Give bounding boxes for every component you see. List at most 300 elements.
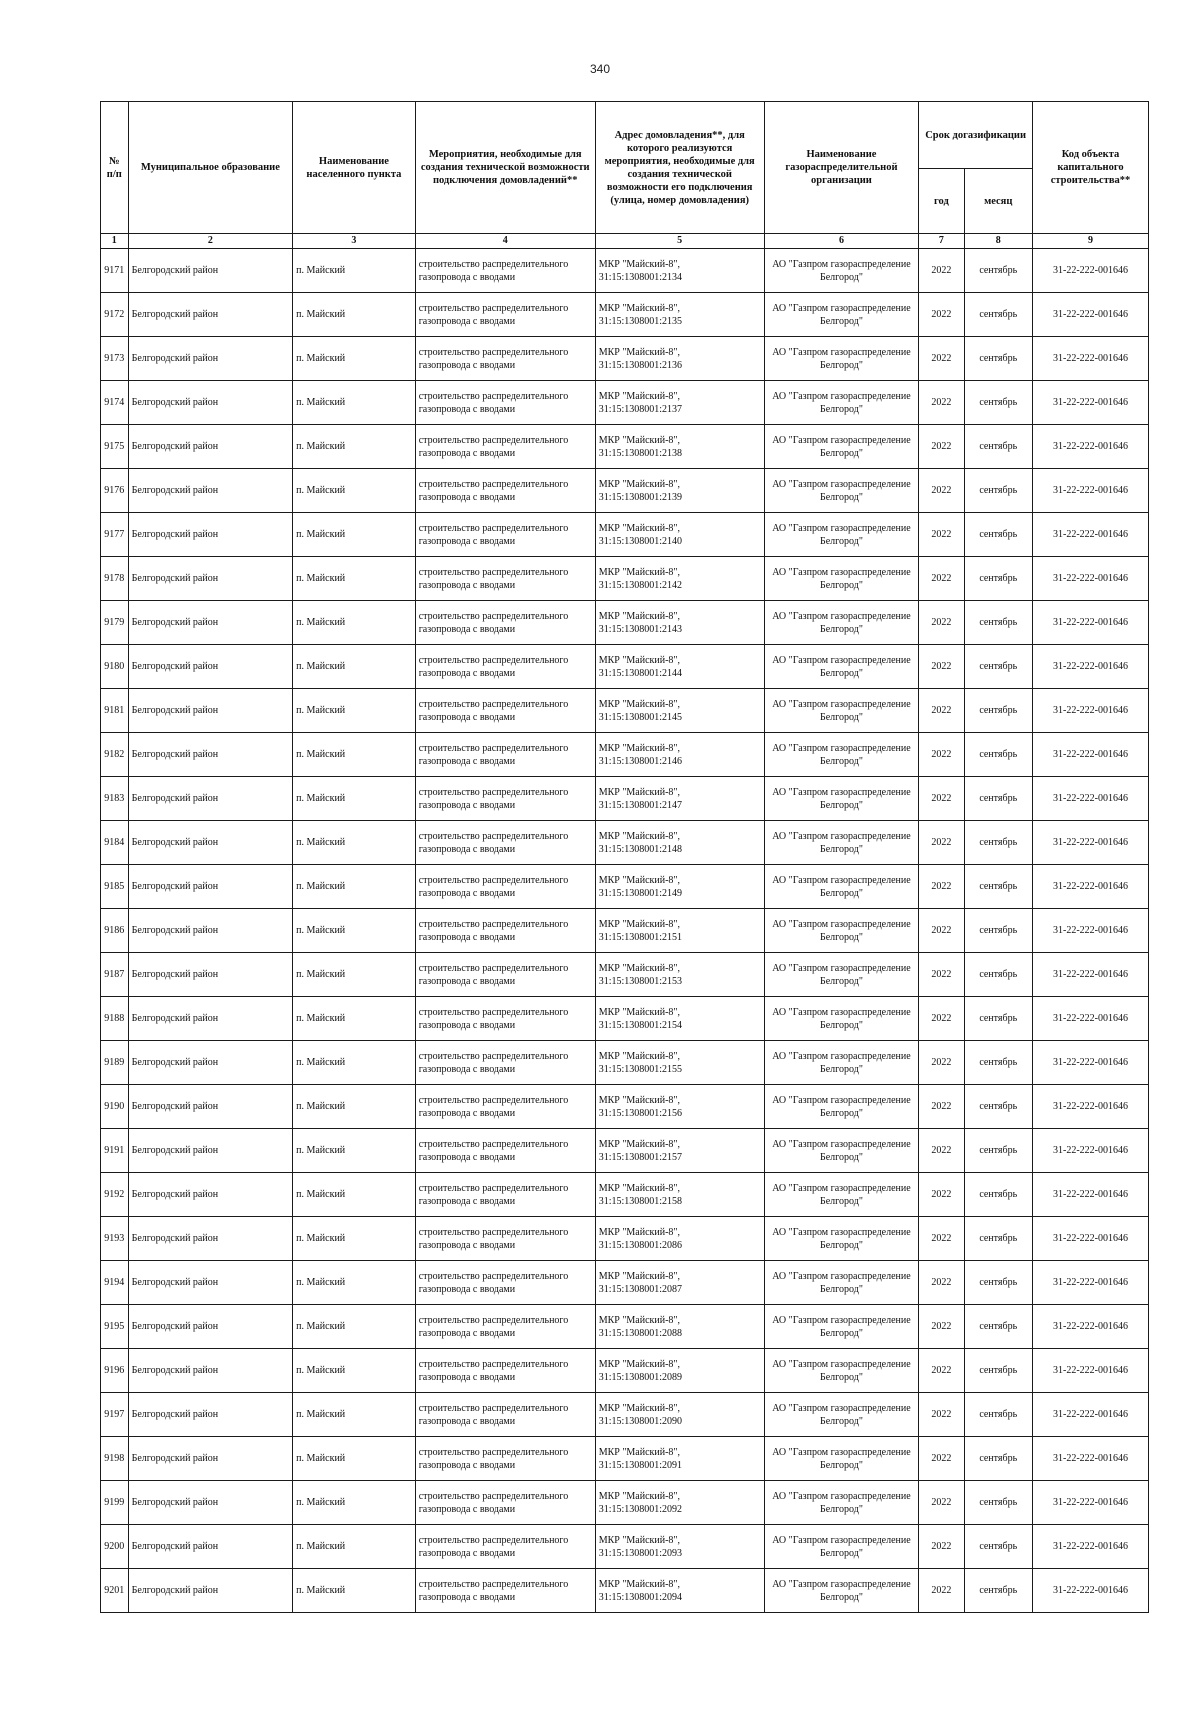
- row-number-cell: 9178: [101, 557, 129, 601]
- locality-cell: п. Майский: [293, 1305, 416, 1349]
- object-code-cell: 31-22-222-001646: [1032, 1173, 1148, 1217]
- month-cell: сентябрь: [964, 469, 1032, 513]
- locality-cell: п. Майский: [293, 601, 416, 645]
- organization-cell: АО "Газпром газораспределение Белгород": [764, 997, 919, 1041]
- table-row: [101, 645, 1149, 689]
- month-cell: сентябрь: [964, 1129, 1032, 1173]
- municipality-cell: Белгородский район: [128, 1569, 293, 1613]
- object-code-cell: 31-22-222-001646: [1032, 1217, 1148, 1261]
- organization-cell: АО "Газпром газораспределение Белгород": [764, 1261, 919, 1305]
- table-row: [101, 909, 1149, 953]
- year-cell: 2022: [919, 1349, 964, 1393]
- locality-cell: п. Майский: [293, 733, 416, 777]
- table-row: [101, 425, 1149, 469]
- row-number-cell: 9182: [101, 733, 129, 777]
- year-cell: 2022: [919, 733, 964, 777]
- activity-cell: строительство распределительного газопровода с вводами: [415, 1129, 595, 1173]
- table-row: [101, 601, 1149, 645]
- month-cell: сентябрь: [964, 865, 1032, 909]
- year-cell: 2022: [919, 1041, 964, 1085]
- row-number-cell: 9175: [101, 425, 129, 469]
- year-cell: 2022: [919, 1393, 964, 1437]
- locality-cell: п. Майский: [293, 1437, 416, 1481]
- row-number-cell: 9183: [101, 777, 129, 821]
- address-cell: МКР "Майский-8", 31:15:1308001:2144: [595, 645, 764, 689]
- activity-cell: строительство распределительного газопровода с вводами: [415, 645, 595, 689]
- month-cell: сентябрь: [964, 1085, 1032, 1129]
- column-number: 8: [964, 234, 1032, 249]
- table-row: [101, 1261, 1149, 1305]
- object-code-cell: 31-22-222-001646: [1032, 1085, 1148, 1129]
- municipality-cell: Белгородский район: [128, 1437, 293, 1481]
- address-cell: МКР "Майский-8", 31:15:1308001:2147: [595, 777, 764, 821]
- row-number-cell: 9186: [101, 909, 129, 953]
- locality-cell: п. Майский: [293, 1569, 416, 1613]
- year-cell: 2022: [919, 1569, 964, 1613]
- row-number-cell: 9196: [101, 1349, 129, 1393]
- address-cell: МКР "Майский-8", 31:15:1308001:2136: [595, 337, 764, 381]
- activity-cell: строительство распределительного газопровода с вводами: [415, 909, 595, 953]
- month-cell: сентябрь: [964, 1261, 1032, 1305]
- municipality-cell: Белгородский район: [128, 1349, 293, 1393]
- municipality-cell: Белгородский район: [128, 293, 293, 337]
- row-number-cell: 9174: [101, 381, 129, 425]
- municipality-cell: Белгородский район: [128, 337, 293, 381]
- address-cell: МКР "Майский-8", 31:15:1308001:2153: [595, 953, 764, 997]
- object-code-cell: 31-22-222-001646: [1032, 1041, 1148, 1085]
- activity-cell: строительство распределительного газопровода с вводами: [415, 381, 595, 425]
- object-code-cell: 31-22-222-001646: [1032, 1525, 1148, 1569]
- column-number: 5: [595, 234, 764, 249]
- table-row: [101, 1437, 1149, 1481]
- month-cell: сентябрь: [964, 1305, 1032, 1349]
- organization-cell: АО "Газпром газораспределение Белгород": [764, 777, 919, 821]
- locality-cell: п. Майский: [293, 337, 416, 381]
- address-cell: МКР "Майский-8", 31:15:1308001:2156: [595, 1085, 764, 1129]
- month-cell: сентябрь: [964, 293, 1032, 337]
- column-number: 3: [293, 234, 416, 249]
- table-row: [101, 1085, 1149, 1129]
- row-number-cell: 9190: [101, 1085, 129, 1129]
- locality-cell: п. Майский: [293, 1173, 416, 1217]
- table-row: [101, 1129, 1149, 1173]
- organization-cell: АО "Газпром газораспределение Белгород": [764, 1041, 919, 1085]
- municipality-cell: Белгородский район: [128, 645, 293, 689]
- organization-cell: АО "Газпром газораспределение Белгород": [764, 1305, 919, 1349]
- municipality-cell: Белгородский район: [128, 909, 293, 953]
- locality-cell: п. Майский: [293, 777, 416, 821]
- object-code-cell: 31-22-222-001646: [1032, 645, 1148, 689]
- address-cell: МКР "Майский-8", 31:15:1308001:2142: [595, 557, 764, 601]
- activity-cell: строительство распределительного газопровода с вводами: [415, 777, 595, 821]
- table-body: [101, 249, 1149, 1613]
- table-row: [101, 953, 1149, 997]
- organization-cell: АО "Газпром газораспределение Белгород": [764, 733, 919, 777]
- header-municipality: Муниципальное образование: [128, 102, 293, 234]
- object-code-cell: 31-22-222-001646: [1032, 1393, 1148, 1437]
- locality-cell: п. Майский: [293, 249, 416, 293]
- header-year: год: [919, 169, 964, 234]
- organization-cell: АО "Газпром газораспределение Белгород": [764, 381, 919, 425]
- activity-cell: строительство распределительного газопровода с вводами: [415, 557, 595, 601]
- activity-cell: строительство распределительного газопровода с вводами: [415, 1481, 595, 1525]
- organization-cell: АО "Газпром газораспределение Белгород": [764, 1481, 919, 1525]
- address-cell: МКР "Майский-8", 31:15:1308001:2094: [595, 1569, 764, 1613]
- row-number-cell: 9185: [101, 865, 129, 909]
- locality-cell: п. Майский: [293, 1129, 416, 1173]
- table-row: [101, 1041, 1149, 1085]
- organization-cell: АО "Газпром газораспределение Белгород": [764, 1173, 919, 1217]
- month-cell: сентябрь: [964, 1393, 1032, 1437]
- municipality-cell: Белгородский район: [128, 1525, 293, 1569]
- locality-cell: п. Майский: [293, 1085, 416, 1129]
- month-cell: сентябрь: [964, 1173, 1032, 1217]
- row-number-cell: 9173: [101, 337, 129, 381]
- organization-cell: АО "Газпром газораспределение Белгород": [764, 1085, 919, 1129]
- activity-cell: строительство распределительного газопровода с вводами: [415, 601, 595, 645]
- month-cell: сентябрь: [964, 997, 1032, 1041]
- object-code-cell: 31-22-222-001646: [1032, 1129, 1148, 1173]
- column-number: 2: [128, 234, 293, 249]
- table-row: [101, 249, 1149, 293]
- column-number: 9: [1032, 234, 1148, 249]
- activity-cell: строительство распределительного газопровода с вводами: [415, 865, 595, 909]
- address-cell: МКР "Майский-8", 31:15:1308001:2145: [595, 689, 764, 733]
- table-row: [101, 1481, 1149, 1525]
- activity-cell: строительство распределительного газопровода с вводами: [415, 1305, 595, 1349]
- row-number-cell: 9172: [101, 293, 129, 337]
- address-cell: МКР "Майский-8", 31:15:1308001:2086: [595, 1217, 764, 1261]
- address-cell: МКР "Майский-8", 31:15:1308001:2138: [595, 425, 764, 469]
- table-row: [101, 381, 1149, 425]
- locality-cell: п. Майский: [293, 1261, 416, 1305]
- row-number-cell: 9198: [101, 1437, 129, 1481]
- activity-cell: строительство распределительного газопровода с вводами: [415, 337, 595, 381]
- municipality-cell: Белгородский район: [128, 557, 293, 601]
- month-cell: сентябрь: [964, 909, 1032, 953]
- activity-cell: строительство распределительного газопровода с вводами: [415, 249, 595, 293]
- year-cell: 2022: [919, 557, 964, 601]
- organization-cell: АО "Газпром газораспределение Белгород": [764, 953, 919, 997]
- month-cell: сентябрь: [964, 1349, 1032, 1393]
- month-cell: сентябрь: [964, 733, 1032, 777]
- row-number-cell: 9179: [101, 601, 129, 645]
- municipality-cell: Белгородский район: [128, 381, 293, 425]
- activity-cell: строительство распределительного газопровода с вводами: [415, 425, 595, 469]
- activity-cell: строительство распределительного газопровода с вводами: [415, 513, 595, 557]
- table-header: [101, 102, 1149, 249]
- locality-cell: п. Майский: [293, 1481, 416, 1525]
- table-row: [101, 513, 1149, 557]
- activity-cell: строительство распределительного газопровода с вводами: [415, 997, 595, 1041]
- year-cell: 2022: [919, 1525, 964, 1569]
- year-cell: 2022: [919, 777, 964, 821]
- year-cell: 2022: [919, 1085, 964, 1129]
- object-code-cell: 31-22-222-001646: [1032, 249, 1148, 293]
- locality-cell: п. Майский: [293, 381, 416, 425]
- column-number: 6: [764, 234, 919, 249]
- year-cell: 2022: [919, 821, 964, 865]
- year-cell: 2022: [919, 249, 964, 293]
- organization-cell: АО "Газпром газораспределение Белгород": [764, 645, 919, 689]
- organization-cell: АО "Газпром газораспределение Белгород": [764, 1525, 919, 1569]
- year-cell: 2022: [919, 645, 964, 689]
- gasification-table: [100, 101, 1149, 1613]
- object-code-cell: 31-22-222-001646: [1032, 601, 1148, 645]
- row-number-cell: 9188: [101, 997, 129, 1041]
- object-code-cell: 31-22-222-001646: [1032, 865, 1148, 909]
- year-cell: 2022: [919, 953, 964, 997]
- month-cell: сентябрь: [964, 777, 1032, 821]
- year-cell: 2022: [919, 909, 964, 953]
- activity-cell: строительство распределительного газопровода с вводами: [415, 469, 595, 513]
- object-code-cell: 31-22-222-001646: [1032, 689, 1148, 733]
- municipality-cell: Белгородский район: [128, 1261, 293, 1305]
- month-cell: сентябрь: [964, 1525, 1032, 1569]
- locality-cell: п. Майский: [293, 1349, 416, 1393]
- activity-cell: строительство распределительного газопровода с вводами: [415, 1173, 595, 1217]
- organization-cell: АО "Газпром газораспределение Белгород": [764, 293, 919, 337]
- row-number-cell: 9201: [101, 1569, 129, 1613]
- object-code-cell: 31-22-222-001646: [1032, 293, 1148, 337]
- municipality-cell: Белгородский район: [128, 821, 293, 865]
- municipality-cell: Белгородский район: [128, 1173, 293, 1217]
- locality-cell: п. Майский: [293, 909, 416, 953]
- row-number-cell: 9199: [101, 1481, 129, 1525]
- activity-cell: строительство распределительного газопровода с вводами: [415, 1217, 595, 1261]
- locality-cell: п. Майский: [293, 1041, 416, 1085]
- object-code-cell: 31-22-222-001646: [1032, 1261, 1148, 1305]
- year-cell: 2022: [919, 601, 964, 645]
- table-row: [101, 1525, 1149, 1569]
- header-organization: Наименование газораспределительной организации: [764, 102, 919, 234]
- address-cell: МКР "Майский-8", 31:15:1308001:2154: [595, 997, 764, 1041]
- month-cell: сентябрь: [964, 1217, 1032, 1261]
- activity-cell: строительство распределительного газопровода с вводами: [415, 733, 595, 777]
- object-code-cell: 31-22-222-001646: [1032, 733, 1148, 777]
- object-code-cell: 31-22-222-001646: [1032, 513, 1148, 557]
- address-cell: МКР "Майский-8", 31:15:1308001:2157: [595, 1129, 764, 1173]
- column-number: 7: [919, 234, 964, 249]
- municipality-cell: Белгородский район: [128, 469, 293, 513]
- organization-cell: АО "Газпром газораспределение Белгород": [764, 1349, 919, 1393]
- month-cell: сентябрь: [964, 1481, 1032, 1525]
- month-cell: сентябрь: [964, 337, 1032, 381]
- address-cell: МКР "Майский-8", 31:15:1308001:2091: [595, 1437, 764, 1481]
- row-number-cell: 9176: [101, 469, 129, 513]
- header-num: № п/п: [101, 102, 129, 234]
- organization-cell: АО "Газпром газораспределение Белгород": [764, 425, 919, 469]
- row-number-cell: 9187: [101, 953, 129, 997]
- table-row: [101, 557, 1149, 601]
- municipality-cell: Белгородский район: [128, 733, 293, 777]
- year-cell: 2022: [919, 469, 964, 513]
- organization-cell: АО "Газпром газораспределение Белгород": [764, 557, 919, 601]
- municipality-cell: Белгородский район: [128, 1085, 293, 1129]
- table-row: [101, 1173, 1149, 1217]
- row-number-cell: 9193: [101, 1217, 129, 1261]
- row-number-cell: 9197: [101, 1393, 129, 1437]
- header-term: Срок догазификации: [919, 102, 1033, 169]
- object-code-cell: 31-22-222-001646: [1032, 997, 1148, 1041]
- row-number-cell: 9191: [101, 1129, 129, 1173]
- object-code-cell: 31-22-222-001646: [1032, 1481, 1148, 1525]
- organization-cell: АО "Газпром газораспределение Белгород": [764, 469, 919, 513]
- municipality-cell: Белгородский район: [128, 1217, 293, 1261]
- locality-cell: п. Майский: [293, 469, 416, 513]
- table-row: [101, 1305, 1149, 1349]
- table-row: [101, 1569, 1149, 1613]
- row-number-cell: 9189: [101, 1041, 129, 1085]
- year-cell: 2022: [919, 1129, 964, 1173]
- year-cell: 2022: [919, 513, 964, 557]
- row-number-cell: 9181: [101, 689, 129, 733]
- month-cell: сентябрь: [964, 953, 1032, 997]
- table-row: [101, 1393, 1149, 1437]
- year-cell: 2022: [919, 1217, 964, 1261]
- row-number-cell: 9180: [101, 645, 129, 689]
- object-code-cell: 31-22-222-001646: [1032, 909, 1148, 953]
- row-number-cell: 9194: [101, 1261, 129, 1305]
- activity-cell: строительство распределительного газопровода с вводами: [415, 1525, 595, 1569]
- activity-cell: строительство распределительного газопровода с вводами: [415, 689, 595, 733]
- municipality-cell: Белгородский район: [128, 513, 293, 557]
- locality-cell: п. Майский: [293, 513, 416, 557]
- month-cell: сентябрь: [964, 1041, 1032, 1085]
- locality-cell: п. Майский: [293, 645, 416, 689]
- address-cell: МКР "Майский-8", 31:15:1308001:2092: [595, 1481, 764, 1525]
- column-number-row: [101, 234, 1149, 249]
- municipality-cell: Белгородский район: [128, 777, 293, 821]
- year-cell: 2022: [919, 293, 964, 337]
- organization-cell: АО "Газпром газораспределение Белгород": [764, 865, 919, 909]
- municipality-cell: Белгородский район: [128, 689, 293, 733]
- municipality-cell: Белгородский район: [128, 953, 293, 997]
- address-cell: МКР "Майский-8", 31:15:1308001:2146: [595, 733, 764, 777]
- municipality-cell: Белгородский район: [128, 601, 293, 645]
- table-row: [101, 997, 1149, 1041]
- address-cell: МКР "Майский-8", 31:15:1308001:2135: [595, 293, 764, 337]
- municipality-cell: Белгородский район: [128, 1305, 293, 1349]
- locality-cell: п. Майский: [293, 425, 416, 469]
- address-cell: МКР "Майский-8", 31:15:1308001:2158: [595, 1173, 764, 1217]
- address-cell: МКР "Майский-8", 31:15:1308001:2090: [595, 1393, 764, 1437]
- object-code-cell: 31-22-222-001646: [1032, 1437, 1148, 1481]
- column-number: 1: [101, 234, 129, 249]
- organization-cell: АО "Газпром газораспределение Белгород": [764, 1569, 919, 1613]
- row-number-cell: 9184: [101, 821, 129, 865]
- locality-cell: п. Майский: [293, 293, 416, 337]
- activity-cell: строительство распределительного газопровода с вводами: [415, 1437, 595, 1481]
- table-row: [101, 733, 1149, 777]
- municipality-cell: Белгородский район: [128, 1481, 293, 1525]
- organization-cell: АО "Газпром газораспределение Белгород": [764, 821, 919, 865]
- year-cell: 2022: [919, 865, 964, 909]
- address-cell: МКР "Майский-8", 31:15:1308001:2155: [595, 1041, 764, 1085]
- municipality-cell: Белгородский район: [128, 249, 293, 293]
- year-cell: 2022: [919, 381, 964, 425]
- row-number-cell: 9195: [101, 1305, 129, 1349]
- activity-cell: строительство распределительного газопровода с вводами: [415, 1041, 595, 1085]
- activity-cell: строительство распределительного газопровода с вводами: [415, 821, 595, 865]
- municipality-cell: Белгородский район: [128, 1129, 293, 1173]
- address-cell: МКР "Майский-8", 31:15:1308001:2089: [595, 1349, 764, 1393]
- address-cell: МКР "Майский-8", 31:15:1308001:2139: [595, 469, 764, 513]
- organization-cell: АО "Газпром газораспределение Белгород": [764, 1437, 919, 1481]
- month-cell: сентябрь: [964, 381, 1032, 425]
- address-cell: МКР "Майский-8", 31:15:1308001:2149: [595, 865, 764, 909]
- organization-cell: АО "Газпром газораспределение Белгород": [764, 689, 919, 733]
- object-code-cell: 31-22-222-001646: [1032, 1349, 1148, 1393]
- address-cell: МКР "Майский-8", 31:15:1308001:2137: [595, 381, 764, 425]
- activity-cell: строительство распределительного газопровода с вводами: [415, 953, 595, 997]
- organization-cell: АО "Газпром газораспределение Белгород": [764, 513, 919, 557]
- municipality-cell: Белгородский район: [128, 997, 293, 1041]
- organization-cell: АО "Газпром газораспределение Белгород": [764, 249, 919, 293]
- address-cell: МКР "Майский-8", 31:15:1308001:2087: [595, 1261, 764, 1305]
- month-cell: сентябрь: [964, 557, 1032, 601]
- table-row: [101, 1349, 1149, 1393]
- address-cell: МКР "Майский-8", 31:15:1308001:2151: [595, 909, 764, 953]
- year-cell: 2022: [919, 689, 964, 733]
- table-row: [101, 293, 1149, 337]
- locality-cell: п. Майский: [293, 953, 416, 997]
- organization-cell: АО "Газпром газораспределение Белгород": [764, 601, 919, 645]
- locality-cell: п. Майский: [293, 1525, 416, 1569]
- table-row: [101, 689, 1149, 733]
- year-cell: 2022: [919, 1261, 964, 1305]
- header-code: Код объекта капитального строительства**: [1032, 102, 1148, 234]
- address-cell: МКР "Майский-8", 31:15:1308001:2143: [595, 601, 764, 645]
- object-code-cell: 31-22-222-001646: [1032, 953, 1148, 997]
- month-cell: сентябрь: [964, 689, 1032, 733]
- header-address: Адрес домовладения**, для которого реализуются мероприятия, необходимые для создания технической возможности его подключения (улица, номер домовладения): [595, 102, 764, 234]
- page-number: 340: [589, 62, 611, 76]
- year-cell: 2022: [919, 1173, 964, 1217]
- object-code-cell: 31-22-222-001646: [1032, 469, 1148, 513]
- object-code-cell: 31-22-222-001646: [1032, 381, 1148, 425]
- address-cell: МКР "Майский-8", 31:15:1308001:2093: [595, 1525, 764, 1569]
- table-row: [101, 337, 1149, 381]
- year-cell: 2022: [919, 1481, 964, 1525]
- year-cell: 2022: [919, 1437, 964, 1481]
- year-cell: 2022: [919, 1305, 964, 1349]
- locality-cell: п. Майский: [293, 689, 416, 733]
- month-cell: сентябрь: [964, 821, 1032, 865]
- activity-cell: строительство распределительного газопровода с вводами: [415, 1085, 595, 1129]
- header-locality: Наименование населенного пункта: [293, 102, 416, 234]
- address-cell: МКР "Майский-8", 31:15:1308001:2148: [595, 821, 764, 865]
- row-number-cell: 9177: [101, 513, 129, 557]
- municipality-cell: Белгородский район: [128, 425, 293, 469]
- object-code-cell: 31-22-222-001646: [1032, 821, 1148, 865]
- address-cell: МКР "Майский-8", 31:15:1308001:2140: [595, 513, 764, 557]
- year-cell: 2022: [919, 337, 964, 381]
- month-cell: сентябрь: [964, 1437, 1032, 1481]
- activity-cell: строительство распределительного газопровода с вводами: [415, 1261, 595, 1305]
- municipality-cell: Белгородский район: [128, 865, 293, 909]
- organization-cell: АО "Газпром газораспределение Белгород": [764, 337, 919, 381]
- activity-cell: строительство распределительного газопровода с вводами: [415, 1569, 595, 1613]
- organization-cell: АО "Газпром газораспределение Белгород": [764, 1217, 919, 1261]
- object-code-cell: 31-22-222-001646: [1032, 777, 1148, 821]
- month-cell: сентябрь: [964, 513, 1032, 557]
- header-month: месяц: [964, 169, 1032, 234]
- activity-cell: строительство распределительного газопровода с вводами: [415, 293, 595, 337]
- address-cell: МКР "Майский-8", 31:15:1308001:2088: [595, 1305, 764, 1349]
- table-row: [101, 777, 1149, 821]
- year-cell: 2022: [919, 997, 964, 1041]
